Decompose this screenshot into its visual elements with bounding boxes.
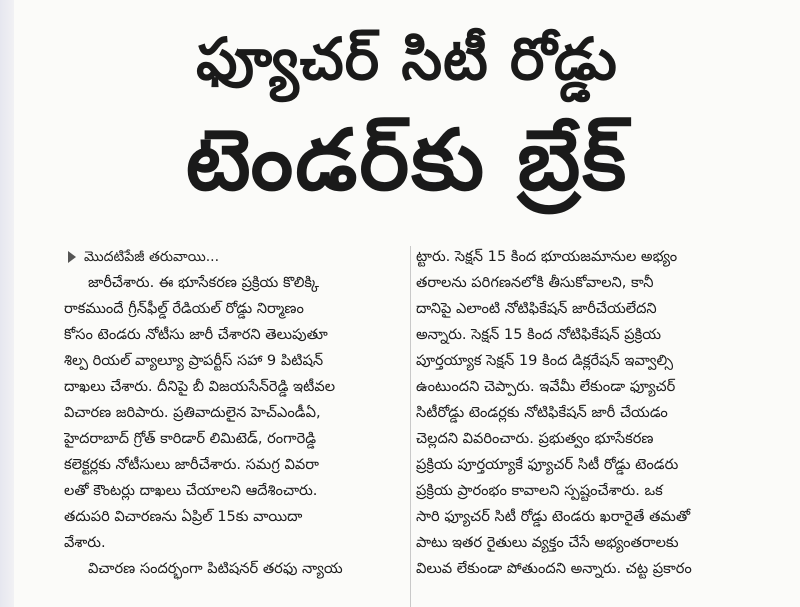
- article-line: హైదరాబాద్ గ్రోత్ కారిడార్ లిమిటెడ్, రంగారెడ్డి: [64, 430, 317, 447]
- article-line: విచారణ జరిపారు. ప్రతివాదులైన హెచ్‌ఎండీఏ,: [64, 404, 321, 421]
- article-line: పాటు ఇతర రైతులు వ్యక్తం చేసే అభ్యంతరాలకు: [416, 534, 679, 551]
- article-line: చెల్లదని వివరించారు. ప్రభుత్వం భూసేకరణ: [416, 430, 654, 447]
- column-divider: [410, 246, 411, 607]
- article-line: సారి ఫ్యూచర్ సిటీ రోడ్డు టెండరు ఖరారైతే తమతో: [416, 508, 691, 525]
- article-line: పూర్తయ్యాక సెక్షన్ 19 కింద డిక్లరేషన్ ఇవ్వాల్సి: [416, 352, 674, 369]
- chevron-right-icon: [68, 251, 76, 263]
- article-line: లతో కౌంటర్లు దాఖలు చేయాలని ఆదేశించారు.: [64, 482, 318, 499]
- headline-line-1: ఫ్యూచర్ సిటీ రోడ్డు: [196, 25, 618, 93]
- article-line: సిటీరోడ్డు టెండర్లకు నోటిఫికేషన్ జారీ చేయడం: [416, 404, 668, 421]
- article-line: విలువ లేకుండా పోతుందని అన్నారు. చట్ట ప్రకారం: [416, 560, 692, 577]
- article-line: దానిపై ఎలాంటి నోటిఫికేషన్ జారీచేయలేదని: [416, 300, 657, 317]
- article-line: శిల్ప రియల్ వ్యాల్యూ ప్రాపర్టీస్ సహా 9 పిటిషన్: [64, 352, 324, 369]
- article-line: ప్రక్రియ ప్రారంభం కావాలని స్పష్టంచేశారు. ఒక: [416, 482, 663, 499]
- article-line: ప్రక్రియ పూర్తయ్యాకే ఫ్యూచర్ సిటీ రోడ్డు టెండరు: [416, 456, 679, 473]
- article-line: తదుపరి విచారణను ఏప్రిల్ 15కు వాయిదా: [64, 508, 303, 525]
- article-column-right: [416, 244, 788, 582]
- headline-line-2: టెండర్‌కు బ్రేక్: [185, 111, 629, 209]
- page-edge-strip: [0, 0, 14, 607]
- article-line: దాఖలు చేశారు. దీనిపై బీ విజయసేన్‌రెడ్డి ఇటీవల: [64, 378, 336, 395]
- continued-label: మొదటిపేజీ తరువాయి...: [84, 249, 220, 265]
- article-line: ట్టారు. సెక్షన్ 15 కింద భూయజమానుల అభ్యం: [416, 248, 678, 265]
- article-line: ఉంటుందని చెప్పారు. ఇవేమీ లేకుండా ఫ్యూచర్: [416, 378, 676, 395]
- article-column-left: [64, 244, 416, 582]
- newspaper-clipping: [14, 0, 800, 607]
- article-line: వేశారు.: [64, 534, 106, 551]
- continued-from-front-page: [64, 244, 416, 270]
- article-line: అన్నారు. సెక్షన్ 15 కింద నోటిఫికేషన్ ప్రక్రియ: [416, 326, 662, 343]
- article-line: కోసం టెండరు నోటీసు జారీ చేశారని తెలుపుతూ: [64, 326, 328, 343]
- article-line: తరాలను పరిగణనలోకి తీసుకోవాలని, కానీ: [416, 274, 654, 291]
- article-line: రాకముందే గ్రీన్‌ఫీల్డ్ రేడియల్ రోడ్డు నిర్మాణం: [64, 300, 304, 317]
- article-line: విచారణ సందర్భంగా పిటిషనర్ తరఫు న్యాయ: [88, 560, 343, 577]
- article-line: జారీచేశారు. ఈ భూసేకరణ ప్రక్రియ కొలిక్కి: [88, 274, 320, 291]
- article-line: కలెక్టర్లకు నోటీసులు జారీచేశారు. సమగ్ర వివరా: [64, 456, 319, 473]
